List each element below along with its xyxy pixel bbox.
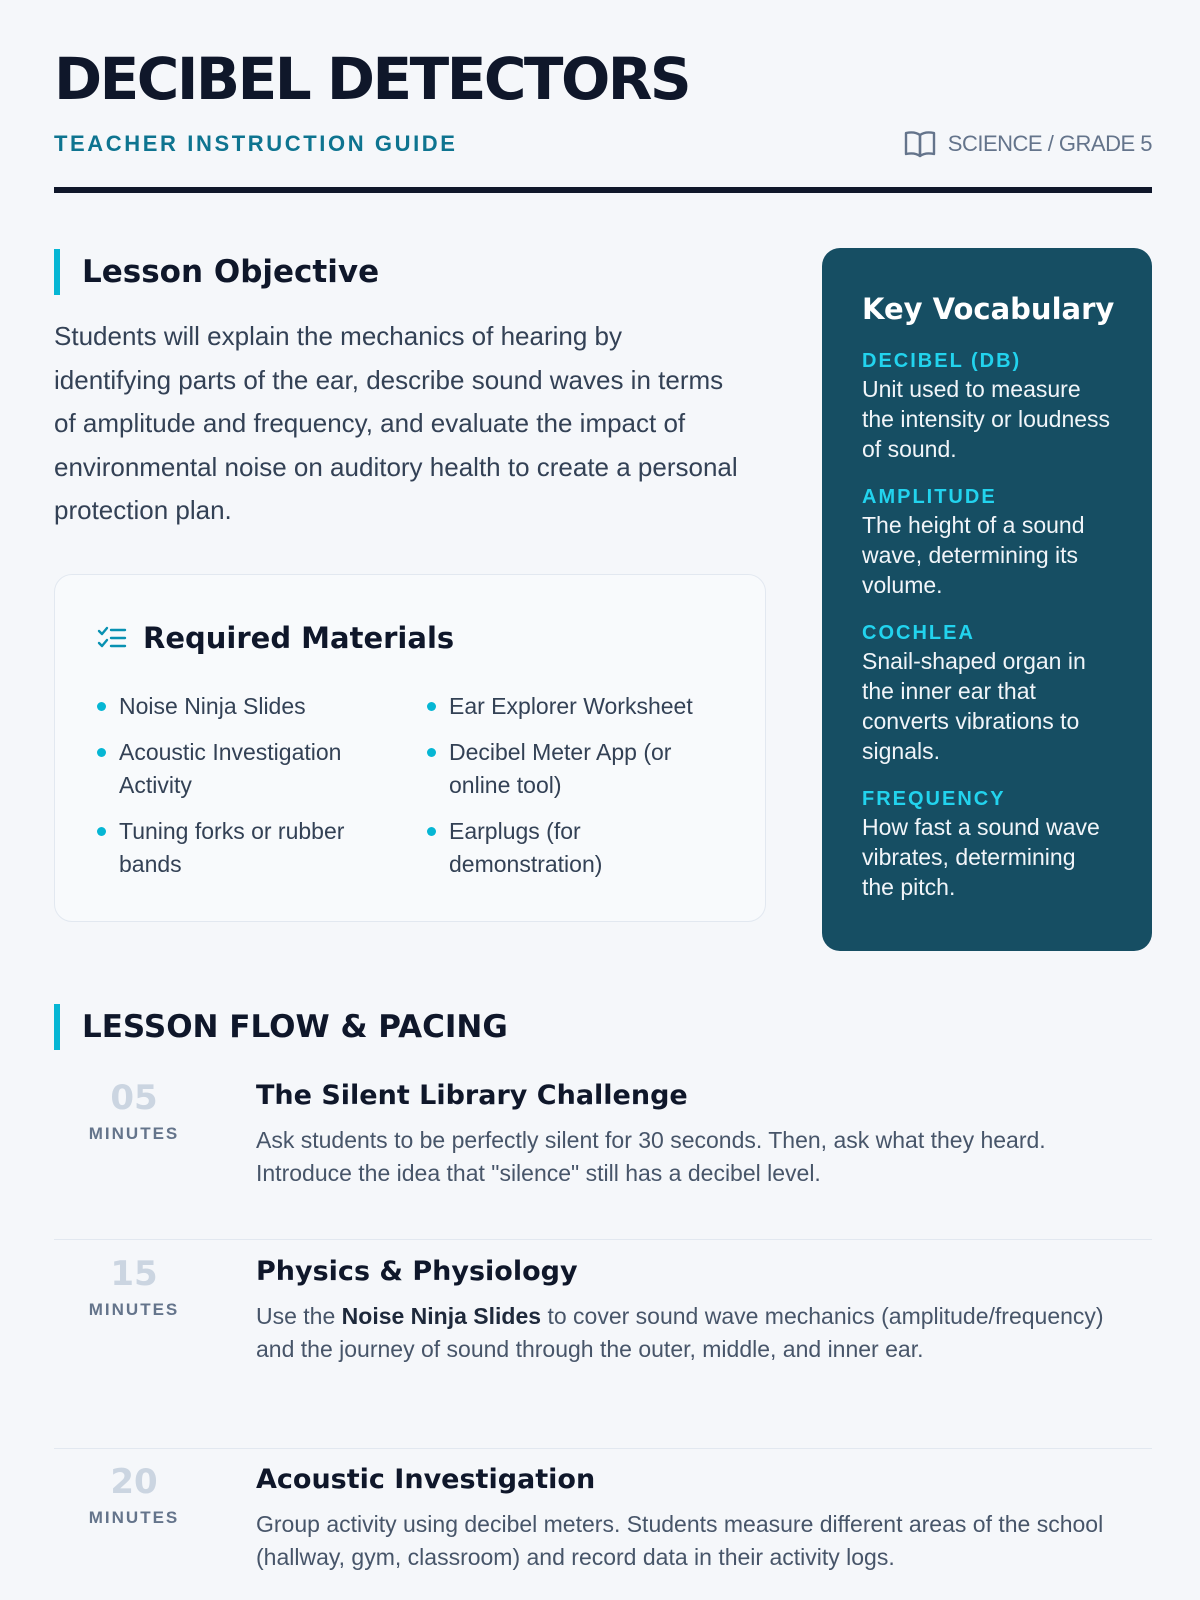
list-item (427, 690, 717, 723)
term-name: AMPLITUDE (862, 486, 997, 508)
header-divider (54, 187, 1152, 193)
duration-value: 05 (110, 1078, 158, 1118)
duration-unit: MINUTES (88, 1124, 180, 1143)
term-name: COCHLEA (862, 622, 975, 644)
material-label: Acoustic Investigation Activity (119, 739, 342, 798)
list-item (97, 736, 387, 802)
material-label: Earplugs (for demonstration) (449, 818, 603, 877)
step-content (256, 1254, 1136, 1366)
step-description: Ask students to be perfectly silent for 30 seconds. Then, ask what they heard. Introduce the idea that "silence" still has a decibel level. (256, 1127, 1046, 1186)
step-title: Acoustic Investigation (256, 1464, 596, 1495)
bullet-icon (427, 827, 436, 836)
list-item (427, 815, 717, 881)
row-divider (54, 1239, 1152, 1240)
duration-unit: MINUTES (88, 1300, 180, 1319)
list-item (97, 690, 387, 723)
book-open-icon (904, 130, 936, 158)
flow-heading (54, 1004, 508, 1050)
step-description: Group activity using decibel meters. Students measure different areas of the school (hallway, gym, classroom) and record data in their activity logs. (256, 1511, 1104, 1570)
duration (54, 1078, 214, 1144)
subject-text: SCIENCE / GRADE 5 (947, 131, 1152, 156)
duration (54, 1462, 214, 1528)
list-item (97, 815, 387, 881)
section-accent-bar (54, 1004, 60, 1050)
page-title: DECIBEL DETECTORS (54, 45, 690, 113)
materials-heading-text: Required Materials (143, 621, 455, 655)
objective-text: Students will explain the mechanics of hearing by identifying parts of the ear, describe sound waves in terms of amplitude and frequency, and evaluate the impact of environmental noise on auditory health to create a personal protection plan. (54, 321, 738, 525)
bullet-icon (427, 702, 436, 711)
checklist-icon (97, 625, 127, 651)
material-label: Tuning forks or rubber bands (119, 818, 345, 877)
bullet-icon (97, 702, 106, 711)
step-title: The Silent Library Challenge (256, 1080, 688, 1111)
step-description: Use the Noise Ninja Slides to cover sound wave mechanics (amplitude/frequency) and the journey of sound through the outer, middle, and inner ear. (256, 1303, 1104, 1362)
term-name: FREQUENCY (862, 788, 1006, 810)
objective-heading-text: Lesson Objective (82, 254, 380, 290)
vocab-term (862, 484, 1112, 600)
step-title: Physics & Physiology (256, 1256, 578, 1287)
term-definition: How fast a sound wave vibrates, determining the pitch. (862, 814, 1100, 900)
duration-value: 20 (110, 1462, 158, 1502)
vocab-term (862, 348, 1112, 464)
step-content (256, 1078, 1136, 1190)
vocab-term (862, 620, 1112, 766)
term-definition: The height of a sound wave, determining its volume. (862, 512, 1085, 598)
materials-heading (97, 621, 454, 655)
row-divider (54, 1448, 1152, 1449)
vocab-term (862, 786, 1112, 902)
page-subtitle: TEACHER INSTRUCTION GUIDE (54, 131, 458, 156)
bullet-icon (97, 827, 106, 836)
term-name: DECIBEL (DB) (862, 350, 1022, 372)
step-content (256, 1462, 1136, 1574)
vocabulary-card (822, 248, 1152, 951)
duration-value: 15 (110, 1254, 158, 1294)
material-label: Ear Explorer Worksheet (449, 693, 693, 719)
duration-unit: MINUTES (88, 1508, 180, 1527)
bullet-icon (427, 748, 436, 757)
term-definition: Snail-shaped organ in the inner ear that converts vibrations to signals. (862, 648, 1086, 764)
objective-heading (54, 249, 379, 295)
term-definition: Unit used to measure the intensity or loudness of sound. (862, 376, 1111, 462)
flow-heading-text: LESSON FLOW & PACING (82, 1009, 508, 1045)
bullet-icon (97, 748, 106, 757)
material-label: Noise Ninja Slides (119, 693, 306, 719)
duration (54, 1254, 214, 1320)
subject-label (904, 130, 1152, 158)
material-label: Decibel Meter App (or online tool) (449, 739, 672, 798)
section-accent-bar (54, 249, 60, 295)
vocabulary-heading: Key Vocabulary (862, 292, 1115, 326)
list-item (427, 736, 717, 802)
materials-card (54, 574, 766, 922)
